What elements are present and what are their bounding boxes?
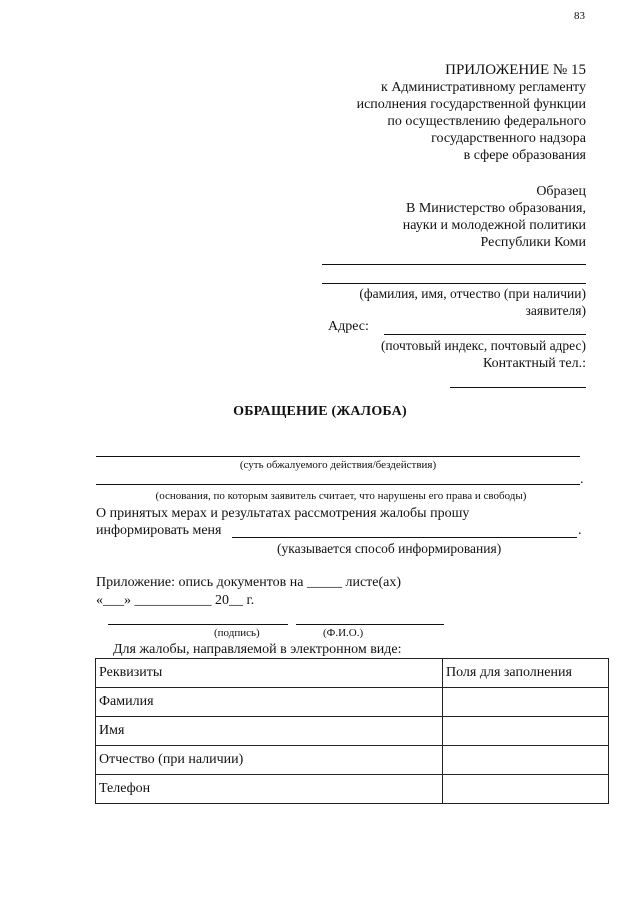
table-header-row	[96, 659, 609, 688]
inform-text-2: информировать меня	[96, 523, 222, 538]
addressee-line: В Министерство образования,	[405, 201, 586, 216]
table-cell-label: Фамилия	[96, 688, 443, 717]
appendix-line: государственного надзора	[431, 131, 586, 146]
fio-caption-line-1: (фамилия, имя, отчество (при наличии)	[359, 286, 586, 301]
inform-period: .	[578, 523, 582, 538]
applicant-fio-line-2[interactable]	[322, 283, 586, 284]
essence-caption: (суть обжалуемого действия/бездействия)	[239, 459, 437, 471]
page-number: 83	[574, 10, 585, 22]
addressee-block	[286, 183, 586, 251]
inform-text: О принятых мерах и результатах рассмотрения жалобы прошу	[96, 506, 470, 521]
grounds-period: .	[580, 472, 584, 487]
appendix-line: исполнения государственной функции	[356, 97, 586, 112]
inform-caption: (указывается способ информирования)	[277, 541, 502, 556]
signature-fio-line[interactable]	[296, 624, 444, 625]
table-cell-input[interactable]	[443, 688, 609, 717]
grounds-caption: (основания, по которым заявитель считает, что нарушены его права и свободы)	[155, 490, 527, 502]
table-cell-input[interactable]	[443, 717, 609, 746]
table-cell-label: Отчество (при наличии)	[96, 746, 443, 775]
address-caption: (почтовый индекс, почтовый адрес)	[380, 338, 586, 353]
attachment-label: Приложение: опись документов на _____ листе(ах)	[96, 575, 402, 590]
essence-line[interactable]	[96, 456, 580, 457]
table-row	[96, 775, 609, 804]
table-cell-label: Телефон	[96, 775, 443, 804]
table-row	[96, 746, 609, 775]
signature-fio-caption: (Ф.И.О.)	[323, 627, 364, 639]
sample-label: Образец	[536, 184, 586, 199]
date-line: «___» ___________ 20__ г.	[96, 593, 255, 608]
address-line[interactable]	[384, 334, 586, 335]
table-cell-input[interactable]	[443, 775, 609, 804]
table-header-cell: Поля для заполнения	[443, 659, 609, 688]
signature-caption: (подпись)	[214, 627, 260, 639]
phone-label: Контактный тел.:	[483, 356, 586, 371]
addressee-line: Республики Коми	[480, 235, 586, 250]
table-row	[96, 688, 609, 717]
electronic-intro: Для жалобы, направляемой в электронном виде:	[113, 642, 402, 657]
signature-line[interactable]	[108, 624, 288, 625]
grounds-line[interactable]	[96, 484, 580, 485]
table-header-cell: Реквизиты	[96, 659, 443, 688]
phone-line[interactable]	[450, 387, 586, 388]
document-title: ОБРАЩЕНИЕ (ЖАЛОБА)	[233, 404, 407, 419]
address-label: Адрес:	[328, 319, 369, 334]
requisites-table	[95, 658, 609, 804]
appendix-header	[286, 62, 586, 164]
fio-caption-line-2: заявителя)	[525, 303, 586, 318]
table-row	[96, 717, 609, 746]
appendix-line: в сфере образования	[463, 148, 586, 163]
applicant-fio-caption	[286, 285, 586, 319]
table-cell-label: Имя	[96, 717, 443, 746]
table-cell-input[interactable]	[443, 746, 609, 775]
inform-method-line[interactable]	[232, 537, 577, 538]
appendix-line: по осуществлению федерального	[387, 114, 586, 129]
appendix-line: к Административному регламенту	[381, 80, 586, 95]
applicant-fio-line-1[interactable]	[322, 264, 586, 265]
appendix-title: ПРИЛОЖЕНИЕ № 15	[445, 62, 586, 78]
addressee-line: науки и молодежной политики	[402, 218, 586, 233]
